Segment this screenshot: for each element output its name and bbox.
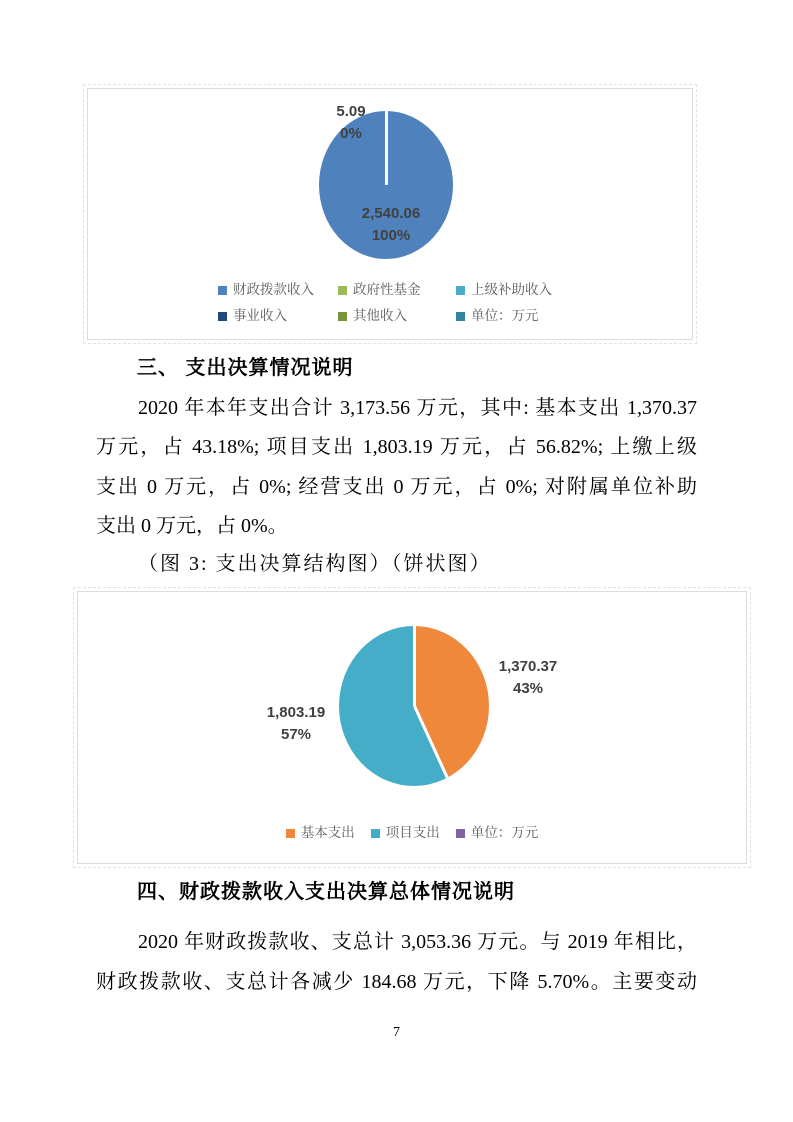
- legend-item: [456, 824, 539, 842]
- legend-swatch-navy: [218, 312, 227, 321]
- income-small-slice-label: [296, 101, 406, 145]
- legend-item: [338, 307, 456, 325]
- expense-pie: [339, 626, 489, 786]
- paragraph-line: 万元，占 43.18%; 项目支出 1,803.19 万元，占 56.82%; 上缴上级: [96, 436, 697, 458]
- legend-item: [218, 281, 338, 299]
- income-pie-chart: [87, 88, 693, 340]
- slice-percent: 57%: [280, 726, 312, 743]
- paragraph-line: 财政拨款收、支总计各减少 184.68 万元，下降 5.70%。主要变动: [96, 971, 697, 993]
- paragraph-line: 2020 年本年支出合计 3,173.56 万元，其中: 基本支出 1,370.37: [138, 397, 697, 419]
- legend-swatch-darkteal: [456, 312, 465, 321]
- legend-item: [371, 824, 440, 842]
- legend-swatch-green: [338, 286, 347, 295]
- expense-pie-separator-2: [413, 705, 451, 783]
- slice-value: 2,540.06: [361, 205, 421, 222]
- slice-value: 1,803.19: [266, 704, 326, 721]
- paragraph-line: 支出 0 万元，占 0%; 经营支出 0 万元，占 0%; 对附属单位补助: [96, 476, 697, 498]
- legend-item: [456, 307, 539, 325]
- legend-item: [286, 824, 355, 842]
- legend-swatch-purple: [456, 829, 465, 838]
- slice-value: 5.09: [336, 103, 366, 120]
- slice-percent: 43%: [512, 680, 544, 697]
- expense-pie-separator-1: [413, 626, 416, 706]
- legend-label: 其他收入: [353, 308, 407, 323]
- legend-swatch-olive: [338, 312, 347, 321]
- slice-value: 1,370.37: [498, 658, 558, 675]
- legend-swatch-cyan: [456, 286, 465, 295]
- income-chart-legend: [218, 281, 552, 333]
- legend-label: 政府性基金: [353, 282, 421, 297]
- legend-label: 上级补助收入: [471, 282, 552, 297]
- legend-label: 单位：万元: [471, 308, 539, 323]
- page-number: 7: [393, 1025, 400, 1040]
- legend-label: 财政拨款收入: [233, 282, 314, 297]
- legend-item: [338, 281, 456, 299]
- legend-row: [218, 281, 552, 299]
- figure-caption: （图 3: 支出决算结构图）（饼状图）: [138, 553, 492, 575]
- legend-swatch-orange: [286, 829, 295, 838]
- legend-label: 事业收入: [233, 308, 287, 323]
- legend-label: 项目支出: [385, 825, 440, 840]
- legend-item: [456, 281, 552, 299]
- income-main-slice-label: [335, 203, 447, 247]
- legend-row: [218, 307, 552, 325]
- legend-item: [218, 307, 338, 325]
- paragraph-line: 支出 0 万元，占 0%。: [96, 515, 288, 537]
- legend-label: 基本支出: [300, 825, 355, 840]
- legend-label: 单位：万元: [470, 825, 539, 840]
- legend-swatch-teal: [371, 829, 380, 838]
- section-heading-3: 三、 支出决算情况说明: [137, 357, 354, 379]
- expense-basic-slice-label: [478, 656, 578, 700]
- expense-chart-legend: [78, 824, 746, 842]
- paragraph-line: 2020 年财政拨款收、支总计 3,053.36 万元。与 2019 年相比，: [138, 931, 697, 953]
- section-heading-4: 四、财政拨款收入支出决算总体情况说明: [137, 881, 515, 903]
- legend-swatch-blue: [218, 286, 227, 295]
- slice-percent: 100%: [371, 227, 411, 244]
- expense-project-slice-label: [246, 702, 346, 746]
- slice-percent: 0%: [340, 125, 362, 142]
- expense-pie-chart: [77, 591, 747, 864]
